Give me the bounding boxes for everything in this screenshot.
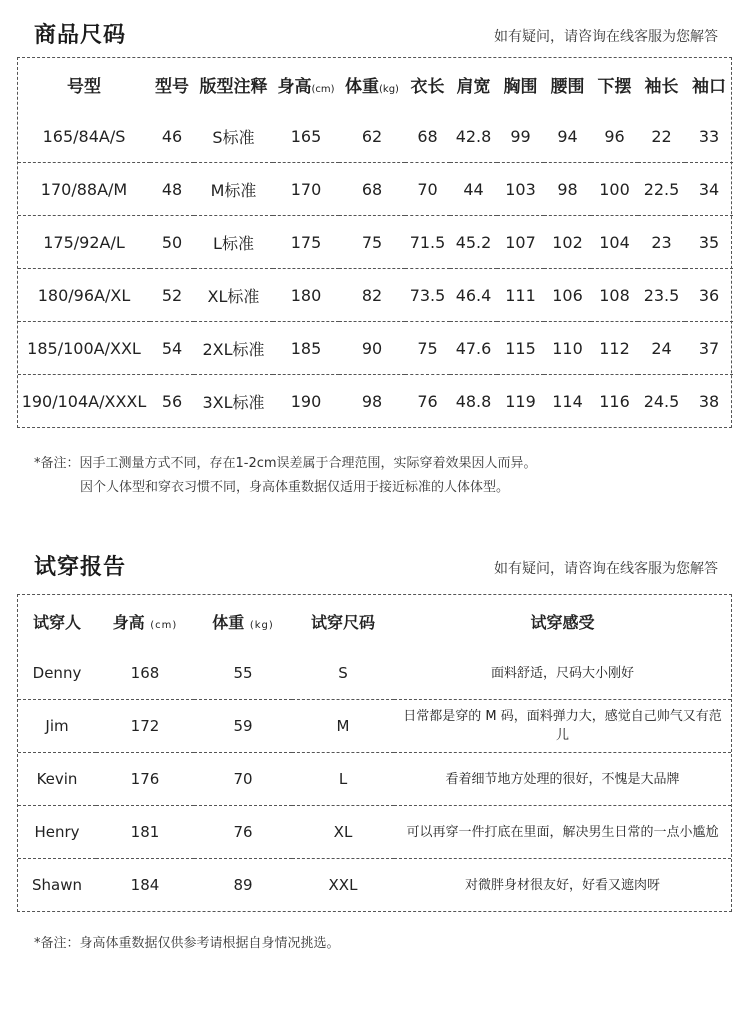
size-table-container — [17, 57, 732, 428]
size-table-cell: 45.2 — [450, 216, 497, 269]
size-section-title: 商品尺码 — [34, 23, 127, 48]
size-table-cell: 180 — [273, 269, 339, 322]
fit-table-cell: 184 — [96, 859, 194, 912]
fit-section-title: 试穿报告 — [34, 555, 127, 580]
size-table-cell: 22 — [651, 126, 672, 146]
size-table-cell: 190/104A/XXXL — [18, 375, 150, 428]
fit-section-header — [0, 550, 750, 590]
size-table-cell: 48.8 — [450, 375, 497, 428]
size-table-row — [18, 216, 733, 269]
size-table-cell: XL标准 — [194, 269, 273, 322]
size-table-cell: 98 — [544, 163, 591, 216]
size-table-cell: 116 — [591, 375, 638, 428]
size-table-cell: 23 — [638, 216, 685, 269]
fit-feedback-cell: 面料舒适，尺码大小刚好 — [490, 665, 634, 681]
fit-table-cell: 89 — [194, 859, 292, 912]
header-height: 身高(cm) — [277, 76, 335, 97]
size-table-cell: 47.6 — [450, 322, 497, 375]
size-table-cell: 98 — [339, 375, 405, 428]
fit-table-cell: 181 — [96, 806, 194, 859]
fit-section-hint: 如有疑问，请咨询在线客服为您解答 — [494, 561, 718, 577]
fit-table-cell: 176 — [96, 753, 194, 806]
fit-feedback-cell: 可以再穿一件打底在里面，解决男生日常的一点小尴尬 — [394, 806, 731, 859]
size-table-cell: 52 — [150, 269, 194, 322]
fit-table-cell: 76 — [194, 806, 292, 859]
size-table-cell: 185/100A/XXL — [18, 322, 150, 375]
fit-table-row — [18, 753, 731, 806]
fit-table — [18, 595, 731, 911]
size-table-cell: 23.5 — [638, 269, 685, 322]
header-sleeve-length: 袖长 — [644, 76, 679, 97]
size-table-cell: 36 — [685, 269, 733, 322]
size-note — [34, 452, 537, 500]
size-note-line1: *备注：因手工测量方式不同，存在1-2cm误差属于合理范围，实际穿着效果因人而异。 — [34, 456, 537, 471]
size-table-cell: 35 — [685, 216, 733, 269]
size-table-row — [18, 269, 733, 322]
fit-feedback-cell: 看着细节地方处理的很好，不愧是大品牌 — [394, 753, 731, 806]
fit-table-cell: Shawn — [18, 859, 96, 912]
size-table-cell: 75 — [339, 216, 405, 269]
size-table-cell: 165 — [290, 126, 322, 146]
size-table-cell: 73.5 — [405, 269, 450, 322]
size-table-cell: 50 — [150, 216, 194, 269]
size-table-cell: 75 — [405, 322, 450, 375]
size-table-cell: M标准 — [194, 163, 273, 216]
size-table-cell: 104 — [591, 216, 638, 269]
size-table-cell: 54 — [150, 322, 194, 375]
size-table-cell: 68 — [339, 163, 405, 216]
header-hem: 下摆 — [597, 76, 632, 97]
size-table-cell: 190 — [273, 375, 339, 428]
header-tester-weight: 体重 (kg) — [212, 612, 274, 632]
header-fit-note: 版型注释 — [199, 76, 268, 97]
header-tried-size: 试穿尺码 — [310, 612, 375, 632]
size-table-cell: 70 — [405, 163, 450, 216]
size-table-cell: 68 — [417, 126, 438, 146]
size-table-cell: 44 — [450, 163, 497, 216]
size-table-cell: 114 — [544, 375, 591, 428]
size-table-cell: 82 — [339, 269, 405, 322]
fit-table-cell: Kevin — [18, 753, 96, 806]
size-table-cell: 37 — [685, 322, 733, 375]
fit-table-row — [18, 700, 731, 753]
size-section-header — [0, 18, 750, 58]
fit-table-row — [18, 806, 731, 859]
fit-table-cell: 55 — [233, 664, 253, 682]
size-table-cell: 56 — [150, 375, 194, 428]
size-table-cell: 175/92A/L — [18, 216, 150, 269]
fit-table-header-row — [18, 595, 731, 647]
size-table-row — [18, 375, 733, 428]
fit-table-row — [18, 647, 731, 700]
size-table-cell: 34 — [685, 163, 733, 216]
header-tester: 试穿人 — [32, 612, 81, 632]
size-table-cell: 180/96A/XL — [18, 269, 150, 322]
fit-table-container — [17, 594, 732, 912]
size-table-cell: 33 — [698, 126, 720, 146]
size-table-cell: 62 — [361, 126, 383, 146]
header-model: 型号 — [155, 76, 189, 97]
header-size-code: 号型 — [67, 76, 101, 97]
size-table-cell: 94 — [557, 126, 578, 146]
header-feedback: 试穿感受 — [530, 612, 595, 632]
header-cuff: 袖口 — [692, 76, 726, 97]
size-table-cell: 170 — [273, 163, 339, 216]
header-waist: 腰围 — [550, 76, 585, 97]
size-table-cell: S标准 — [212, 127, 255, 147]
fit-feedback-cell: 日常都是穿的 M 码，面料弹力大，感觉自己帅气又有范儿 — [394, 700, 731, 753]
fit-table-row — [18, 859, 731, 912]
size-table-cell: 38 — [685, 375, 733, 428]
size-table-cell: 165/84A/S — [42, 126, 126, 146]
size-table-cell: 175 — [273, 216, 339, 269]
header-tester-height: 身高 (cm) — [112, 612, 178, 632]
size-table-cell: 108 — [591, 269, 638, 322]
header-chest: 胸围 — [503, 76, 538, 97]
fit-table-cell: M — [292, 700, 394, 753]
size-table-cell: 22.5 — [638, 163, 685, 216]
fit-table-cell: S — [338, 664, 348, 682]
size-table-cell: 42.8 — [455, 126, 492, 146]
size-table-cell: 99 — [510, 126, 531, 146]
size-table-cell: L标准 — [194, 216, 273, 269]
size-table-cell: 170/88A/M — [18, 163, 150, 216]
size-table-cell: 119 — [497, 375, 544, 428]
size-table-cell: 46 — [161, 126, 183, 146]
size-table-cell: 107 — [497, 216, 544, 269]
size-table-cell: 24 — [638, 322, 685, 375]
size-table-cell: 90 — [339, 322, 405, 375]
size-table-cell: 111 — [497, 269, 544, 322]
fit-table-cell: Henry — [18, 806, 96, 859]
size-table-header-row — [18, 58, 733, 110]
size-table-cell: 24.5 — [638, 375, 685, 428]
size-table-cell: 46.4 — [450, 269, 497, 322]
size-table-cell: 103 — [497, 163, 544, 216]
size-table-cell: 71.5 — [405, 216, 450, 269]
size-table-cell: 112 — [591, 322, 638, 375]
fit-table-cell: Denny — [32, 664, 82, 682]
size-table-row — [18, 110, 733, 163]
size-table-cell: 2XL标准 — [194, 322, 273, 375]
fit-table-cell: L — [292, 753, 394, 806]
fit-table-cell: 168 — [130, 664, 160, 682]
size-table-cell: 96 — [604, 126, 625, 146]
size-table-cell: 106 — [544, 269, 591, 322]
fit-note: *备注：身高体重数据仅供参考请根据自身情况挑选。 — [34, 936, 340, 951]
size-table-cell: 48 — [150, 163, 194, 216]
header-shoulder: 肩宽 — [456, 76, 491, 97]
size-table — [18, 58, 733, 427]
fit-table-cell: XXL — [292, 859, 394, 912]
size-table-cell: 110 — [544, 322, 591, 375]
fit-table-cell: 172 — [96, 700, 194, 753]
header-length: 衣长 — [410, 76, 445, 97]
size-table-cell: 100 — [591, 163, 638, 216]
size-table-cell: 185 — [273, 322, 339, 375]
size-note-line2: 因个人体型和穿衣习惯不同，身高体重数据仅适用于接近标准的人体体型。 — [80, 480, 510, 495]
size-table-cell: 3XL标准 — [194, 375, 273, 428]
size-table-row — [18, 322, 733, 375]
fit-table-cell: 59 — [194, 700, 292, 753]
fit-table-cell: 70 — [194, 753, 292, 806]
header-weight: 体重(kg) — [345, 76, 399, 97]
size-table-cell: 76 — [405, 375, 450, 428]
size-table-row — [18, 163, 733, 216]
fit-table-cell: XL — [292, 806, 394, 859]
fit-table-cell: Jim — [18, 700, 96, 753]
fit-feedback-cell: 对微胖身材很友好，好看又遮肉呀 — [394, 859, 731, 912]
size-section-hint: 如有疑问，请咨询在线客服为您解答 — [494, 29, 718, 45]
size-table-cell: 115 — [497, 322, 544, 375]
size-table-cell: 102 — [544, 216, 591, 269]
